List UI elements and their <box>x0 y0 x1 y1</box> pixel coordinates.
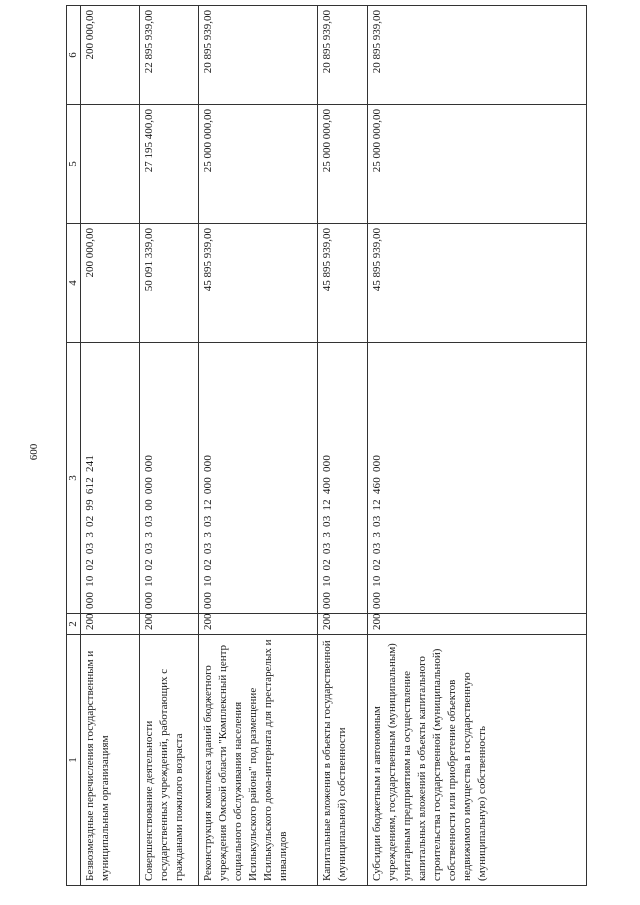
code-part: 000 <box>321 454 333 473</box>
row-total: 45 895 939,00 <box>318 224 368 343</box>
header-col-1: 1 <box>67 635 81 886</box>
code-part: 12 <box>321 499 333 511</box>
row-admin-code: 200 <box>199 614 318 635</box>
code-part: 000 <box>371 591 383 609</box>
code-part: 3 <box>143 531 155 538</box>
code-part: 241 <box>84 454 96 473</box>
row-regional: 22 895 939,00 <box>140 6 199 105</box>
code-part: 000 <box>202 454 214 473</box>
code-part: 02 <box>371 559 383 571</box>
code-part: 460 <box>371 477 383 495</box>
code-part: 612 <box>84 477 96 495</box>
row-regional: 20 895 939,00 <box>199 6 318 105</box>
header-col-2: 2 <box>67 614 81 635</box>
code-part: 000 <box>202 477 214 495</box>
row-budget-code <box>81 343 140 614</box>
row-federal: 27 195 400,00 <box>140 105 199 224</box>
code-part: 3 <box>321 531 333 538</box>
table-row <box>81 6 140 886</box>
row-regional: 200 000,00 <box>81 6 140 105</box>
code-part: 000 <box>321 591 333 609</box>
header-row <box>67 6 81 886</box>
page-number: 600 <box>28 443 40 461</box>
code-part: 3 <box>84 531 96 538</box>
code-part: 03 <box>371 542 383 555</box>
code-part: 02 <box>84 515 96 527</box>
code-part: 000 <box>371 454 383 473</box>
code-part: 10 <box>143 575 155 587</box>
code-part: 10 <box>202 575 214 587</box>
row-budget-code <box>318 343 368 614</box>
code-part: 000 <box>143 591 155 609</box>
header-col-6: 6 <box>67 6 81 105</box>
header-col-4: 4 <box>67 224 81 343</box>
code-part: 3 <box>202 531 214 538</box>
budget-table <box>66 5 587 886</box>
header-col-3: 3 <box>67 343 81 614</box>
row-name: Безвозмездные перечисления государственным и муниципальным организациям <box>81 635 140 886</box>
row-total: 45 895 939,00 <box>199 224 318 343</box>
code-part: 02 <box>202 559 214 571</box>
code-part: 03 <box>84 542 96 555</box>
code-part: 03 <box>202 515 214 527</box>
row-total: 200 000,00 <box>81 224 140 343</box>
row-name: Совершенствование деятельности государственных учреждений, работающих с гражданами пожилого возраста <box>140 635 199 886</box>
code-part: 02 <box>143 559 155 571</box>
table-row <box>318 6 368 886</box>
row-name: Реконструкция комплекса зданий бюджетного учреждения Омской области "Комплексный центр социального обслуживания населения Исилькульского района" под размещение Исилькульского дома-интерната для престарелых и инвалидов <box>199 635 318 886</box>
row-name: Капитальные вложения в объекты государственной (муниципальной) собственности <box>318 635 368 886</box>
row-admin-code: 200 <box>81 614 140 635</box>
table-row <box>199 6 318 886</box>
row-admin-code: 200 <box>318 614 368 635</box>
code-part: 10 <box>321 575 333 587</box>
row-total: 50 091 339,00 <box>140 224 199 343</box>
code-part: 03 <box>143 542 155 555</box>
code-part: 03 <box>321 542 333 555</box>
table-row <box>140 6 199 886</box>
row-admin-code: 200 <box>368 614 587 635</box>
code-part: 000 <box>143 454 155 473</box>
row-admin-code: 200 <box>140 614 199 635</box>
code-part: 10 <box>371 575 383 587</box>
row-federal: 25 000 000,00 <box>368 105 587 224</box>
header-col-5: 5 <box>67 105 81 224</box>
code-part: 400 <box>321 477 333 495</box>
row-regional: 20 895 939,00 <box>368 6 587 105</box>
code-part: 99 <box>84 499 96 511</box>
code-part: 03 <box>202 542 214 555</box>
code-part: 000 <box>84 591 96 609</box>
code-part: 03 <box>371 515 383 527</box>
row-total: 45 895 939,00 <box>368 224 587 343</box>
row-federal: 25 000 000,00 <box>318 105 368 224</box>
row-budget-code <box>368 343 587 614</box>
table-row <box>368 6 587 886</box>
code-part: 02 <box>321 559 333 571</box>
row-regional: 20 895 939,00 <box>318 6 368 105</box>
code-part: 12 <box>202 499 214 511</box>
code-part: 000 <box>202 591 214 609</box>
row-federal <box>81 105 140 224</box>
code-part: 03 <box>143 515 155 527</box>
code-part: 03 <box>321 515 333 527</box>
code-part: 02 <box>84 559 96 571</box>
row-name: Субсидии бюджетным и автономным учреждениям, государственным (муниципальным) унитарным предприятиям на осуществление капитальных вложений в объекты капитального строительства государственной (муниципальной) собственности или приобретение объектов недвижимого имущества в государственную (муниципальную) собственность <box>368 635 587 886</box>
code-part: 00 <box>143 499 155 511</box>
code-part: 3 <box>371 531 383 538</box>
budget-table-rotated <box>66 6 623 886</box>
code-part: 10 <box>84 575 96 587</box>
row-budget-code <box>140 343 199 614</box>
row-budget-code <box>199 343 318 614</box>
row-federal: 25 000 000,00 <box>199 105 318 224</box>
code-part: 12 <box>371 499 383 511</box>
code-part: 000 <box>143 477 155 495</box>
